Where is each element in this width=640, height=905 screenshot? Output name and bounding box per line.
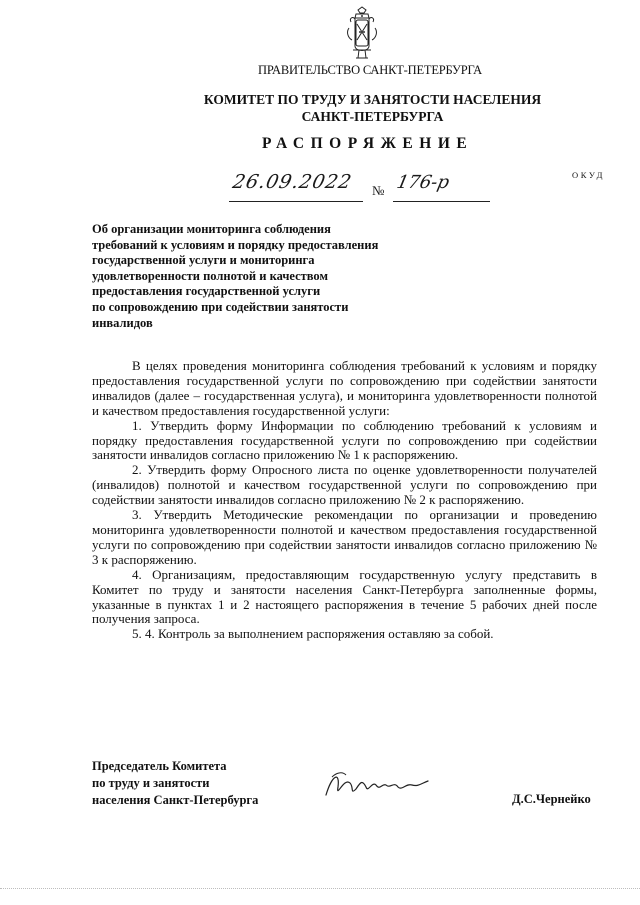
committee-heading-line1: КОМИТЕТ ПО ТРУДУ И ЗАНЯТОСТИ НАСЕЛЕНИЯ (203, 92, 542, 107)
signatory-title-line1: Председатель Комитета (92, 759, 227, 773)
scan-edge-divider (0, 888, 640, 891)
okud-label: ОКУД (572, 170, 605, 180)
government-heading: ПРАВИТЕЛЬСТВО САНКТ-ПЕТЕРБУРГА (258, 63, 482, 77)
subject-line: требований к условиям и порядку предоставления (92, 237, 379, 252)
handwritten-date: 26.09.2022 (230, 171, 355, 193)
body-paragraph-item-5: 5. 4. Контроль за выполнением распоряжения оставляю за собой. (132, 626, 494, 642)
document-subject (92, 222, 432, 331)
subject-line: удовлетворенности полнотой и качеством (92, 268, 328, 283)
signatory-title-line2: по труду и занятости (92, 776, 210, 790)
subject-line: государственной услуги и мониторинга (92, 253, 315, 268)
subject-line: инвалидов (92, 315, 153, 330)
coat-of-arms-icon (343, 6, 381, 62)
signer-name: Д.С.Чернейко (512, 792, 591, 806)
signatory-title-line3: населения Санкт-Петербурга (92, 793, 259, 807)
body-paragraph-item-3: 3. Утвердить Методические рекомендации по организации и проведению мониторинга удовлетворенности полнотой и качеством предоставления государственной услуги по сопровождению при содействии занятости инвалидов согласно приложению № 3 к распоряжению. (92, 507, 597, 567)
document-type-title: РАСПОРЯЖЕНИЕ (262, 135, 474, 152)
document-body (92, 359, 597, 642)
subject-line: Об организации мониторинга соблюдения (92, 222, 331, 236)
subject-line: предоставления государственной услуги (92, 284, 321, 299)
body-paragraph-item-2: 2. Утвердить форму Опросного листа по оценке удовлетворенности получателей (инвалидов) полнотой и качеством государственной услуги по сопровождению при содействии занятости инвалидов согласно приложению № 2 к распоряжению. (92, 462, 597, 508)
committee-heading (0, 91, 640, 125)
number-sign: № (372, 183, 385, 198)
body-paragraph-item-1: 1. Утвердить форму Информации по соблюдению требований к условиям и порядку предоставления государственной услуги по сопровождению при содействии занятости инвалидов согласно приложению № 1 к распоряжению. (92, 417, 597, 463)
signatory-title (92, 758, 258, 809)
handwritten-signature (322, 765, 432, 805)
committee-heading-line2: САНКТ-ПЕТЕРБУРГА (301, 109, 444, 124)
body-paragraph-preamble: В целях проведения мониторинга соблюдения требований к условиям и порядку предоставления государственной услуги по сопровождению при содействии занятости инвалидов (далее – государственная услуга), и мониторинга удовлетворенности полнотой и качеством предоставления государственной услуги: (92, 358, 597, 418)
subject-line: по сопровождению при содействии занятости (92, 299, 349, 314)
handwritten-number: 176-р (394, 172, 452, 193)
body-paragraph-item-4: 4. Организациям, предоставляющим государственную услугу представить в Комитет по труду и занятости населения Санкт-Петербурга заполненные формы, указанные в пунктах 1 и 2 настоящего распоряжения в течение 5 рабочих дней после получения запроса. (92, 566, 597, 627)
